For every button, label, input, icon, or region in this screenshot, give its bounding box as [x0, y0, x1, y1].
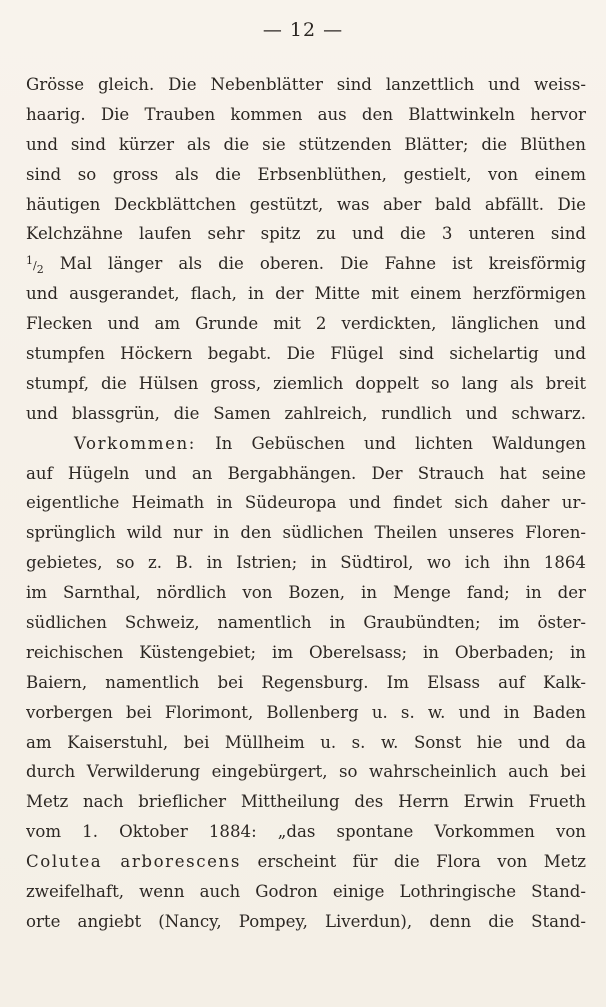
- text-line-19: südlichen Schweiz, namentlich in Graubündten; im öster-: [26, 613, 586, 633]
- text-line-27: [26, 847, 586, 877]
- text-line-28: zweifelhaft, wenn auch Godron einige Lothringische Stand-: [26, 882, 586, 902]
- text-line-23: am Kaiserstuhl, bei Müllheim u. s. w. Sonst hie und da: [26, 732, 586, 752]
- text-line-7: [26, 249, 586, 279]
- text-line-7-rest: Mal länger als die oberen. Die Fahne ist kreisförmig: [43, 254, 586, 274]
- text-line-13: [26, 429, 586, 459]
- text-line-20: reichischen Küstengebiet; im Oberelsass; in Oberbaden; in: [26, 642, 586, 662]
- text-line-15: eigentliche Heimath in Südeuropa und findet sich daher ur-: [26, 493, 586, 513]
- body-text: [26, 70, 586, 937]
- species-name: Colutea arborescens: [26, 852, 241, 872]
- text-line-8: und ausgerandet, flach, in der Mitte mit einem herzförmigen: [26, 284, 586, 304]
- text-line-24: durch Verwilderung eingebürgert, so wahrscheinlich auch bei: [26, 762, 586, 782]
- text-line-17: gebietes, so z. B. in Istrien; in Südtirol, wo ich ihn 1864: [26, 553, 586, 573]
- text-line-29: orte angiebt (Nancy, Pompey, Liverdun), denn die Stand-: [26, 911, 586, 931]
- text-line-3: und sind kürzer als die sie stützenden Blätter; die Blüthen: [26, 134, 586, 154]
- text-line-10: stumpfen Höckern begabt. Die Flügel sind sichelartig und: [26, 344, 586, 364]
- text-line-16: sprünglich wild nur in den südlichen Theilen unseres Floren-: [26, 523, 586, 543]
- text-line-25: Metz nach brieflicher Mittheilung des Herrn Erwin Frueth: [26, 792, 586, 812]
- text-line-21: Baiern, namentlich bei Regensburg. Im Elsass auf Kalk-: [26, 672, 586, 692]
- fraction-half: [26, 254, 44, 277]
- text-line-14: auf Hügeln und an Bergabhängen. Der Strauch hat seine: [26, 463, 586, 483]
- page-number: — 12 —: [262, 19, 344, 41]
- text-line-4: sind so gross als die Erbsenblüthen, gestielt, von einem: [26, 164, 586, 184]
- text-line-9: Flecken und am Grunde mit 2 verdickten, länglichen und: [26, 314, 586, 334]
- text-line-13-rest: In Gebüschen und lichten Waldungen: [196, 433, 586, 453]
- text-line-27-rest: erscheint für die Flora von Metz: [240, 852, 586, 872]
- fraction-denominator: 2: [36, 263, 44, 277]
- text-line-1: Grösse gleich. Die Nebenblätter sind lanzettlich und weiss-: [26, 75, 586, 94]
- text-line-5: häutigen Deckblättchen gestützt, was aber bald abfällt. Die: [26, 194, 586, 214]
- text-line-12: und blassgrün, die Samen zahlreich, rundlich und schwarz.: [26, 403, 586, 423]
- text-line-6: Kelchzähne laufen sehr spitz zu und die 3 unteren sind: [26, 224, 586, 244]
- section-heading-vorkommen: Vorkommen:: [74, 433, 196, 453]
- text-line-22: vorbergen bei Florimont, Bollenberg u. s. w. und in Baden: [26, 702, 586, 722]
- text-line-26: vom 1. Oktober 1884: „das spontane Vorkommen von: [26, 822, 586, 842]
- fraction-slash: /: [33, 259, 37, 273]
- text-line-2: haarig. Die Trauben kommen aus den Blattwinkeln hervor: [26, 104, 586, 124]
- text-line-18: im Sarnthal, nördlich von Bozen, in Menge fand; in der: [26, 583, 586, 603]
- text-line-11: stumpf, die Hülsen gross, ziemlich doppelt so lang als breit: [26, 373, 586, 393]
- fraction-numerator: 1: [26, 254, 33, 268]
